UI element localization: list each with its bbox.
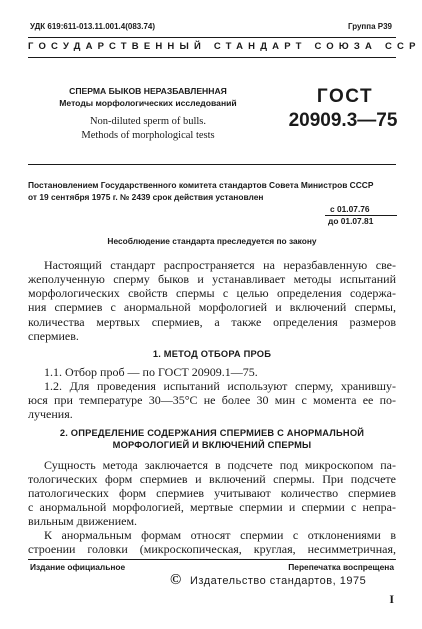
decree-line1: Постановлением Государственного комитета стандартов Совета Министров СССР — [28, 180, 374, 190]
subtitle-en: Methods of morphological tests — [81, 130, 215, 141]
section-2-para-1-line-3: патологических форм спермиев учитывают количество спермиев — [28, 486, 396, 500]
standard-banner: ГОСУДАРСТВЕННЫЙ СТАНДАРТ СОЮЗА ССР — [28, 41, 421, 52]
validity-from: с 01.07.76 — [330, 204, 370, 214]
section-2-para-2-line-1: К анормальным формам относят спермии с отклонениями в — [44, 528, 396, 542]
gost-label: ГОСТ — [316, 86, 374, 107]
header-top-rule — [28, 37, 396, 38]
publisher: Издательство стандартов, 1975 — [190, 575, 367, 587]
copyright-icon: © — [170, 572, 182, 588]
gost-number: 20909.3—75 — [288, 110, 398, 131]
section-1-heading: 1. МЕТОД ОТБОРА ПРОБ — [152, 349, 272, 359]
intro-line-1: Настоящий стандарт распространяется на неразбавленную све- — [44, 258, 396, 272]
udk-code: УДК 619:611-013.11.001.4(083.74) — [30, 22, 156, 31]
section-2-para-2-line-2: строении головки (микроскопическая, круглая, несимметричная, — [28, 542, 396, 556]
title-ru: СПЕРМА БЫКОВ НЕРАЗБАВЛЕННАЯ — [69, 86, 227, 96]
header-bottom-rule — [28, 57, 396, 58]
section-1-item-1: 1.1. Отбор проб — по ГОСТ 20909.1—75. — [44, 365, 258, 379]
intro-line-3: морфологических свойств спермы с целью определения содержа- — [28, 286, 396, 300]
title-bottom-rule — [28, 164, 396, 165]
intro-line-2: жеполученную сперму быков и устанавливает методы испытаний — [28, 272, 396, 286]
intro-line-4: ния спермиев с анормальной морфологией и включений спермы, — [28, 300, 396, 314]
intro-line-6: спермиев. — [28, 329, 79, 343]
title-en: Non-diluted sperm of bulls. — [89, 116, 207, 127]
decree-line2: от 19 сентября 1975 г. № 2439 срок действия установлен — [28, 192, 264, 202]
footer-rule — [28, 559, 396, 560]
legal-warning: Несоблюдение стандарта преследуется по закону — [107, 236, 317, 246]
group-code: Группа Р39 — [347, 22, 392, 31]
section-2-para-1-line-4: с анормальной морфологией, мертвые спермии и спермии с непра- — [28, 500, 396, 514]
intro-line-5: количества мертвых спермиев, а также определения размеров — [28, 315, 396, 329]
section-2-heading-line-2: МОРФОЛОГИЕЙ И ВКЛЮЧЕНИЙ СПЕРМЫ — [112, 440, 312, 450]
section-2-para-1-line-1: Сущность метода заключается в подсчете под микроскопом па- — [44, 458, 396, 472]
page-number: I — [389, 592, 394, 606]
section-2-heading-line-1: 2. ОПРЕДЕЛЕНИЕ СОДЕРЖАНИЯ СПЕРМИЕВ С АНОРМАЛЬНОЙ — [59, 428, 365, 438]
official-edition: Издание официальное — [30, 562, 126, 572]
section-1-item-2-line-1: 1.2. Для проведения испытаний используют сперму, хранившу- — [44, 379, 396, 393]
section-2-para-1-line-2: тологических форм спермиев и включений спермы. При подсчете — [28, 472, 396, 486]
validity-to: до 01.07.81 — [328, 216, 374, 226]
section-1-item-2-line-2: юся при температуре 30—35°С не более 30 мин с момента ее по- — [28, 393, 396, 407]
subtitle-ru: Методы морфологических исследований — [59, 98, 237, 108]
section-1-item-2-line-3: лучения. — [28, 407, 73, 421]
section-2-para-1-line-5: вильным движением. — [28, 514, 138, 528]
reprint-notice: Перепечатка воспрещена — [288, 562, 394, 572]
